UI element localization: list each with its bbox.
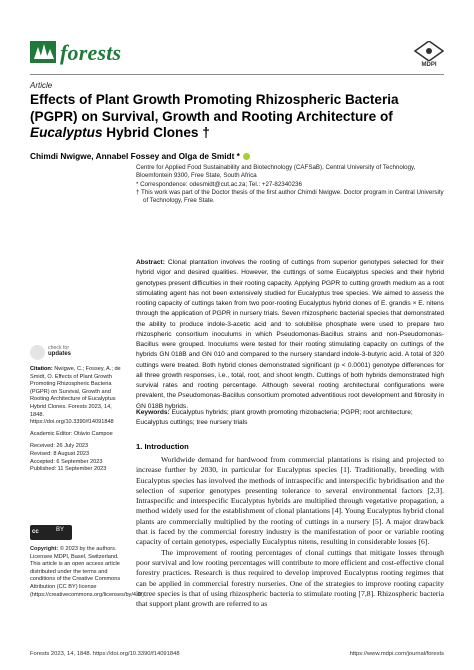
affiliation-1: Centre for Applied Food Sustainability and Biotechnology (CAFSaB), Central University of Technology, Bloemfontein 9300, Free State, South Africa bbox=[136, 164, 416, 180]
title-line-1: Effects of Plant Growth Promoting Rhizospheric Bacteria bbox=[30, 92, 399, 107]
article-info-sidebar bbox=[30, 366, 126, 474]
by-label: BY bbox=[56, 527, 65, 533]
citation-text: Nwigwe, C.; Fossey, A.; de Smidt, O. Effects of Plant Growth Promoting Rhizospheric Bacteria (PGPR) on Survival, Growth and Rooting Architecture of Eucalyptus Hybrid Clones. Forests 2023, 14, 1848. https://doi.org/10.3390/f14091848 bbox=[30, 366, 121, 426]
intro-paragraph-2: The improvement of rooting percentages of clonal cuttings that mitigate losses through poor survival and low rooting percentages will contribute to more efficient and cost-effective clonal forestry practices. Research is thus required to develop improved Eucalyptus rooting regimes that can be applied in commercial forestry nurseries. One of the strategies to improve rooting capacity in tree species is that of using rhizospheric bacteria to stimulate rooting [7,8]. Rhizospheric bacteria that support plant growth are referred to as bbox=[136, 547, 444, 609]
affiliations bbox=[136, 164, 444, 205]
revised-date: Revised: 8 August 2023 bbox=[30, 450, 90, 457]
section-heading-introduction: 1. Introduction bbox=[136, 442, 189, 451]
copyright-text: © 2023 by the authors. Licensee MDPI, Basel, Switzerland. This article is an open access article distributed under the terms and conditions of the Creative Commons Attribution (CC BY) license (https://creativecommons.org/licenses/by/4.0/). bbox=[30, 546, 146, 598]
orcid-icon[interactable] bbox=[243, 153, 250, 160]
academic-editor: Academic Editor: Otávio Campoe bbox=[30, 431, 113, 438]
received-date: Received: 26 July 2023 bbox=[30, 443, 89, 450]
keywords-label: Keywords: bbox=[136, 409, 170, 416]
header-divider bbox=[30, 74, 444, 75]
title-line-3-rest: Hybrid Clones † bbox=[102, 125, 210, 140]
title-line-2: (PGPR) on Survival, Growth and Rooting Architecture of bbox=[30, 108, 393, 124]
title-line-3-italic: Eucalyptus bbox=[30, 125, 103, 140]
cc-label: cc bbox=[32, 529, 39, 535]
abstract-text: Clonal plantation involves the rooting of cuttings from superior genotypes selected for their hybrid vigor and desired qualities. However, the cuttings of some Eucalyptus species and their hybrid genotypes present difficulties in their rooting capacity. Applying PGPR to cutting growth medium as a root stimulating agent has not been extensively studied for Eucalyptus tree species. We aimed to assess the rooting capacity of cuttings taken from two poor-rooting Eucalyptus hybrid clones of E. grandis × E. nitens through the application of PGPR in nursery trials. Seven rhizospheric bacterial species that demonstrated the ability to produce indole-3-acetic acid and to solubilise phosphate were used to prepare two rhizospheric consortium inoculums in which Pseudomonas-Bacillus strains and non-Pseudomonas-Bacillus were grouped. Inoculums were tested for their rooting stimulating capacity on cuttings of the hybrids GN 018B and GN 010 and compared to the nursery standard indole-3-butyric acid. A total of 320 cuttings were treated. Both hybrid clones demonstrated significant (p < 0.0001) genotype differences for all three growth responses, i.e., total, root, and shoot length. Cuttings of both hybrids demonstrated high survival rates and rooting percentage. Although several rooting architectural configurations were prevalent, the Pseudomonas-Bacillus consortium promoted adventitious root development and fibrosity in GN 018B hybrids. bbox=[136, 259, 444, 410]
check-updates-icon bbox=[30, 345, 45, 360]
author-list bbox=[30, 151, 444, 161]
journal-name: forests bbox=[60, 40, 122, 65]
check-updates-line1: check for bbox=[48, 345, 70, 351]
copyright-label: Copyright: bbox=[30, 546, 59, 552]
article-type: Article bbox=[30, 81, 53, 90]
authors-text: Chimdi Nwigwe, Annabel Fossey and Olga de Smidt * bbox=[30, 151, 240, 161]
footnote-dagger: † This work was part of the Doctor thesis of the first author Chimdi Nwigwe. Doctor program in Central University of Technology, Free State. bbox=[136, 188, 444, 205]
abstract-label: Abstract: bbox=[136, 259, 165, 266]
citation-label: Citation: bbox=[30, 366, 53, 372]
intro-paragraph-1: Worldwide demand for hardwood from commercial plantations is rising and projected to increase further by 2030, in particular for Eucalyptus species [1]. Traditionally, breeding with Eucalyptus species has involved the methods of intraspecific and interspecific hybridisation and the selection of superior genotypes presenting tolerance to several environmental factors [2,3]. Intraspecific and interspecific Eucalyptus hybrids are multiplied through vegetative propagation, a method widely used for the establishment of clonal plantations [4]. Young Eucalyptus hybrid clonal plants are commercially multiplied by the rooting of cuttings in a nursery [5]. A major drawback that is faced by the commercial forestry industry is the manifestation of poor or variable rooting capacity of certain genotypes, especially Eucalyptus nitens, resulting in considerable losses [6]. bbox=[136, 455, 444, 547]
footer-journal-link[interactable]: https://www.mdpi.com/journal/forests bbox=[349, 651, 444, 657]
check-for-updates-button[interactable] bbox=[30, 345, 100, 361]
keywords bbox=[136, 408, 444, 428]
article-title bbox=[30, 92, 444, 142]
publisher-name: MDPI bbox=[421, 62, 437, 68]
copyright-notice bbox=[30, 546, 146, 599]
forests-logo-icon bbox=[30, 41, 56, 63]
published-date: Published: 11 September 2023 bbox=[30, 466, 107, 473]
correspondence: * Correspondence: odesmidt@cut.ac.za; Tel.: +27-82340236 bbox=[136, 180, 302, 188]
abstract bbox=[136, 258, 444, 412]
footer-citation: Forests 2023, 14, 1848. https://doi.org/10.3390/f14091848 bbox=[30, 651, 180, 657]
check-updates-line2: updates bbox=[48, 351, 72, 357]
accepted-date: Accepted: 6 September 2023 bbox=[30, 458, 103, 465]
mdpi-logo-icon bbox=[414, 41, 444, 61]
introduction-body bbox=[136, 455, 444, 609]
keywords-text: Eucalyptus hybrids; plant growth promoting rhizobacteria; PGPR; root architecture; Eucalyptus cuttings; tree nursery trials bbox=[136, 409, 413, 426]
citation bbox=[30, 366, 126, 427]
